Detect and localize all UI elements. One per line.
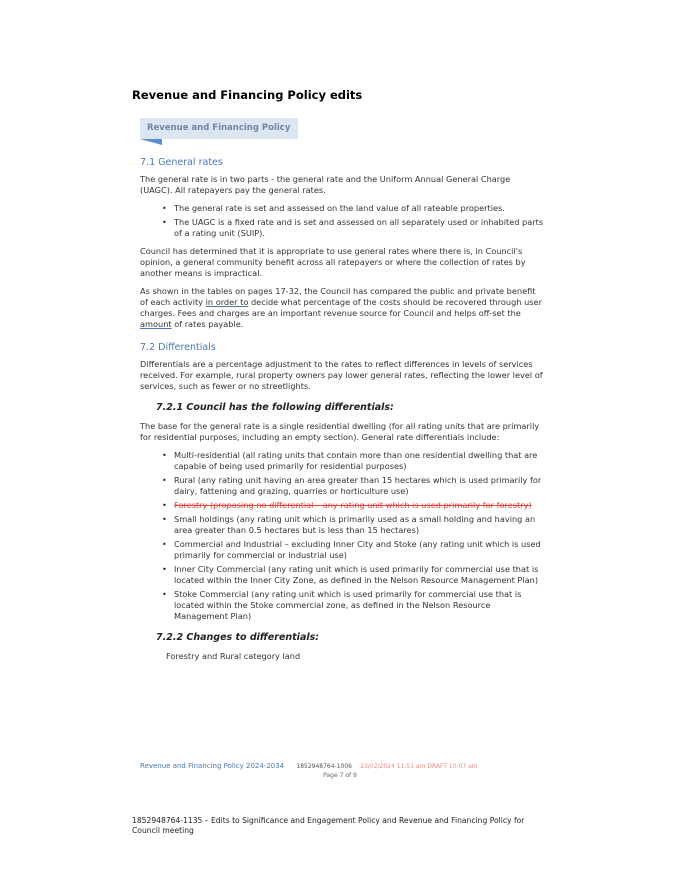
section-71-heading: 7.1 General rates	[140, 157, 223, 168]
subsection-722-text: Forestry and Rural category land	[166, 651, 301, 661]
list-item-deleted: • Forestry (proposing no differential – any rating unit which is used primarily for forestry)	[162, 500, 545, 511]
section-72-intro: Differentials are a percentage adjustment to the rates to reflect differences in levels of services received. For example, rural property owners pay lower general rates, reflecting the lower level of services, such as fewer or no streetlights.	[140, 359, 543, 391]
subsection-721-intro: The base for the general rate is a single residential dwelling (for all rating units that are primarily for residential purposes, including an empty section). General rate differentials include:	[140, 421, 540, 442]
list-item: • Commercial and Industrial – excluding Inner City and Stoke (any rating unit which is used primarily for commercial or industrial use)	[162, 539, 545, 561]
list-item: • The UAGC is a fixed rate and is set and assessed on all separately used or inhabited parts of a rating unit (SUIP).	[162, 217, 545, 239]
subsection-721-heading: 7.2.1 Council has the following differentials:	[156, 402, 394, 413]
banner-tab-shape	[140, 139, 162, 145]
policy-banner-label: Revenue and Financing Policy	[140, 118, 298, 139]
embedded-footer-page: Page 7 of 9	[323, 772, 357, 779]
embedded-footer-ref: 1852948764-1006	[296, 763, 352, 770]
embedded-footer	[140, 762, 540, 779]
section-71-intro: The general rate is in two parts - the general rate and the Uniform Annual General Charge (UAGC). All ratepayers pay the general rates.	[140, 174, 511, 195]
para3-underlined-2: amount	[140, 319, 172, 329]
para3-text-a: As shown in the tables on pages 17-32, the Council has compared the public and private benefit of each activity	[140, 286, 536, 307]
section-71-para2: Council has determined that it is appropriate to use general rates where there is, in Council's opinion, a general community benefit across all ratepayers or where the collection of rates by another means is impractical.	[140, 246, 526, 278]
list-item: • Small holdings (any rating unit which is primarily used as a small holding and having an area greater than 0.5 hectares but is less than 15 hectares)	[162, 514, 545, 536]
page-heading: Revenue and Financing Policy edits	[132, 88, 363, 102]
list-item: • Inner City Commercial (any rating unit which is used primarily for commercial use that is located within the Inner City Zone, as defined in the Nelson Resource Management Plan)	[162, 564, 545, 586]
embedded-policy-excerpt	[140, 118, 545, 662]
list-item: • Rural (any rating unit having an area greater than 15 hectares which is used primarily for dairy, fattening and grazing, quarries or horticulture use)	[162, 475, 545, 497]
para3-text-c: of rates payable.	[171, 319, 244, 329]
list-item: • Stoke Commercial (any rating unit which is used primarily for commercial use that is located within the Stoke commercial zone, as defined in the Nelson Resource Management Plan)	[162, 589, 545, 622]
embedded-footer-title: Revenue and Financing Policy 2024-2034	[140, 762, 285, 770]
para3-underlined-1: in order to	[205, 297, 249, 307]
section-71-bullets	[140, 203, 545, 239]
differentials-list	[140, 450, 545, 622]
section-72-heading: 7.2 Differentials	[140, 342, 216, 353]
para3-text-b: decide what percentage of the costs should be recovered through user charges. Fees and charges are an important revenue source for Council and helps off-set the	[140, 297, 542, 318]
subsection-722-heading: 7.2.2 Changes to differentials:	[156, 632, 320, 643]
embedded-footer-draft: 23/02/2024 11:51 am DRAFT 10:07 am	[360, 763, 478, 770]
list-item: • The general rate is set and assessed on the land value of all rateable properties.	[162, 203, 545, 214]
document-footer: 1852948764-1135 – Edits to Significance and Engagement Policy and Revenue and Financing Policy for Council meeting	[132, 816, 525, 835]
section-71-para3	[140, 286, 545, 330]
list-item: • Multi-residential (all rating units that contain more than one residential dwelling that are capable of being used primarily for residential purposes)	[162, 450, 545, 472]
policy-banner	[140, 118, 545, 145]
